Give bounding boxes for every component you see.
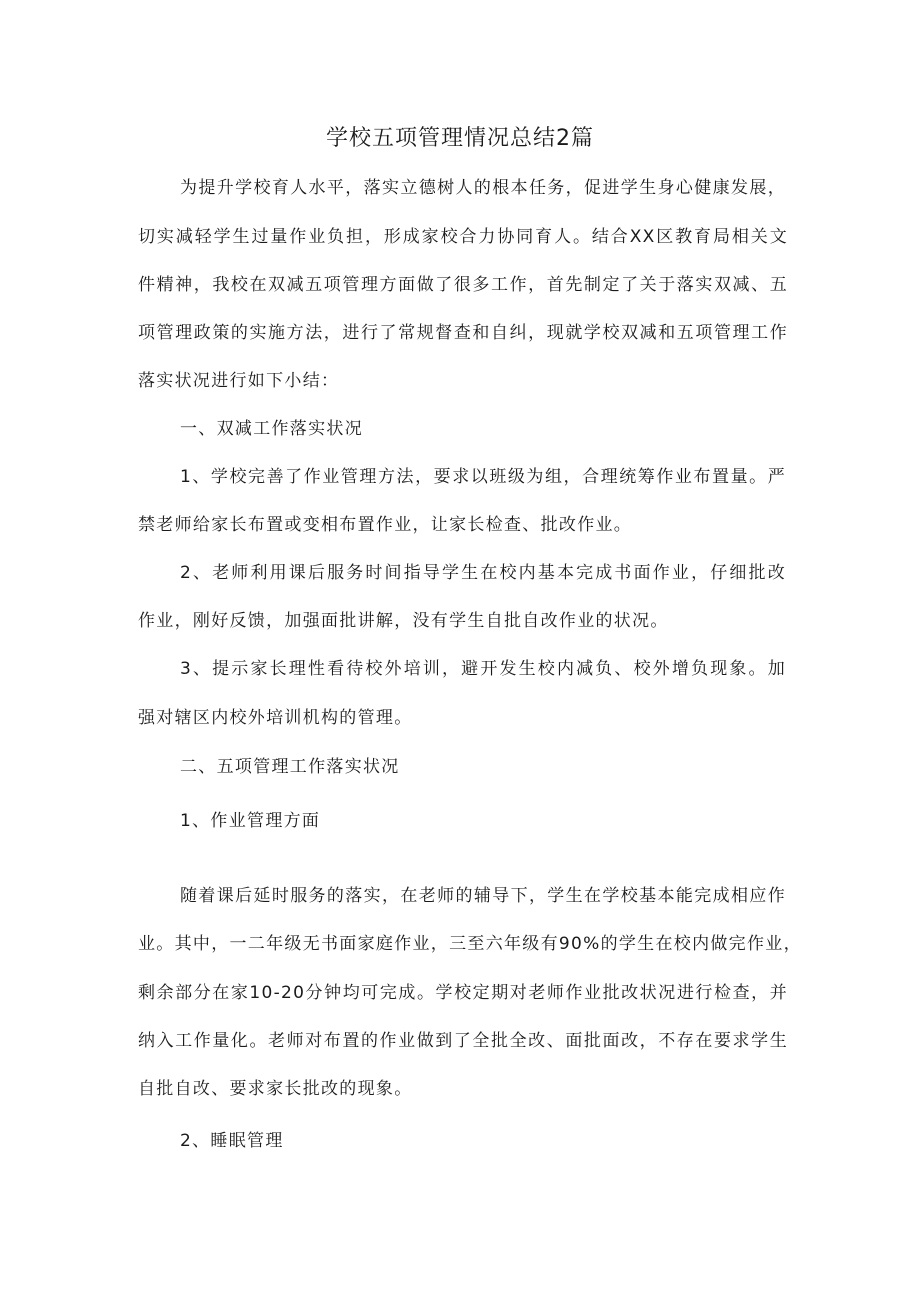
section1-item2-line-2: 作业，刚好反馈，加强面批讲解，没有学生自批自改作业的状况。 bbox=[138, 611, 669, 631]
intro-line-1: 为提升学校育人水平，落实立德树人的根本任务，促进学生身心健康发展， bbox=[180, 178, 786, 198]
section2-sub1-line-2: 业。其中，一二年级无书面家庭作业，三至六年级有90%的学生在校内做完作业， bbox=[138, 934, 802, 954]
section1-item2-line-1: 2、老师利用课后服务时间指导学生在校内基本完成书面作业，仔细批改 bbox=[180, 563, 786, 583]
section1-item3-line-2: 强对辖区内校外培训机构的管理。 bbox=[138, 708, 413, 728]
section2-sub1-heading: 1、作业管理方面 bbox=[180, 811, 321, 831]
section2-sub1-line-1: 随着课后延时服务的落实，在老师的辅导下，学生在学校基本能完成相应作 bbox=[180, 886, 786, 906]
section2-sub2-heading: 2、睡眠管理 bbox=[180, 1131, 284, 1151]
section1-item3-line-1: 3、提示家长理性看待校外培训，避开发生校内减负、校外增负现象。加 bbox=[180, 659, 786, 679]
section2-heading: 二、五项管理工作落实状况 bbox=[180, 757, 400, 777]
intro-line-3: 件精神，我校在双减五项管理方面做了很多工作，首先制定了关于落实双减、五 bbox=[138, 275, 788, 295]
intro-line-2: 切实减轻学生过量作业负担，形成家校合力协同育人。结合XX区教育局相关文 bbox=[138, 227, 788, 247]
section2-sub1-line-3: 剩余部分在家10-20分钟均可完成。学校定期对老师作业批改状况进行检查，并 bbox=[138, 983, 788, 1003]
section2-sub1-line-4: 纳入工作量化。老师对布置的作业做到了全批全改、面批面改，不存在要求学生 bbox=[138, 1031, 788, 1051]
section1-item1-line-1: 1、学校完善了作业管理方法，要求以班级为组，合理统筹作业布置量。严 bbox=[180, 467, 786, 487]
section2-sub1-line-5: 自批自改、要求家长批改的现象。 bbox=[138, 1079, 413, 1099]
section1-item1-line-2: 禁老师给家长布置或变相布置作业，让家长检查、批改作业。 bbox=[138, 515, 633, 535]
intro-line-4: 项管理政策的实施方法，进行了常规督查和自纠，现就学校双减和五项管理工作 bbox=[138, 323, 788, 343]
intro-line-5: 落实状况进行如下小结： bbox=[138, 371, 340, 391]
section1-heading: 一、双减工作落实状况 bbox=[180, 419, 363, 439]
document-title: 学校五项管理情况总结2篇 bbox=[326, 126, 594, 151]
